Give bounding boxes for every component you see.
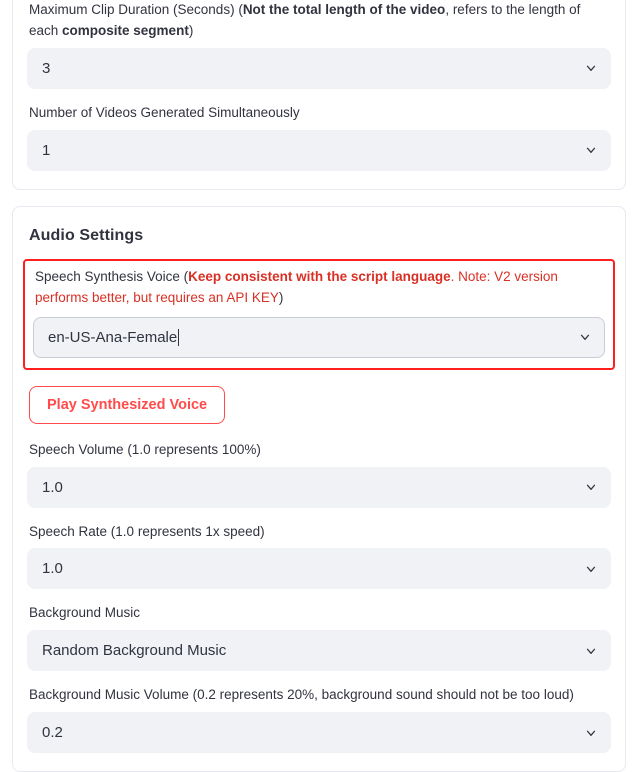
speech-rate-select[interactable] — [27, 548, 611, 589]
chevron-down-icon[interactable] — [578, 330, 592, 344]
speech-rate-value: 1.0 — [42, 560, 63, 578]
chevron-down-icon[interactable] — [584, 480, 598, 494]
background-music-volume-select[interactable] — [27, 712, 611, 753]
max-clip-duration-label-prefix: Maximum Clip Duration (Seconds) ( — [29, 2, 243, 17]
field-background-music-volume — [27, 685, 611, 753]
speech-volume-select[interactable] — [27, 467, 611, 508]
field-num-videos — [27, 103, 611, 171]
speech-volume-value: 1.0 — [42, 478, 63, 496]
video-settings-panel — [12, 0, 626, 190]
background-music-value: Random Background Music — [42, 642, 227, 660]
play-synthesized-voice-button[interactable]: Play Synthesized Voice — [29, 386, 225, 424]
chevron-down-icon[interactable] — [584, 61, 598, 75]
max-clip-duration-label — [29, 0, 609, 42]
speech-voice-label-prefix: Speech Synthesis Voice ( — [35, 268, 189, 284]
field-speech-volume — [27, 440, 611, 508]
chevron-down-icon[interactable] — [584, 726, 598, 740]
num-videos-select[interactable] — [27, 130, 611, 171]
field-background-music — [27, 603, 611, 671]
speech-rate-label: Speech Rate (1.0 represents 1x speed) — [29, 523, 265, 539]
speech-voice-highlight — [23, 259, 615, 370]
speech-voice-label-note: . Note: V2 version performs better, but requires an API KEY — [35, 268, 558, 305]
audio-settings-title: Audio Settings — [29, 226, 144, 244]
field-speech-rate — [27, 522, 611, 590]
max-clip-duration-label-bold-2: composite segment — [62, 22, 189, 38]
chevron-down-icon[interactable] — [584, 562, 598, 576]
speech-voice-select[interactable] — [33, 317, 605, 358]
background-music-label: Background Music — [29, 605, 141, 621]
background-music-select[interactable] — [27, 630, 611, 671]
speech-voice-value: en-US-Ana-Female — [48, 328, 178, 346]
speech-voice-label — [35, 267, 603, 309]
max-clip-duration-label-mid: , refers to the length of each — [29, 2, 581, 38]
num-videos-label: Number of Videos Generated Simultaneously — [29, 104, 300, 120]
max-clip-duration-label-bold-1: Not the total length of the video — [242, 2, 446, 17]
speech-voice-label-warning: Keep consistent with the script language — [188, 268, 451, 284]
max-clip-duration-label-suffix: ) — [188, 22, 194, 38]
field-max-clip-duration — [27, 0, 611, 89]
audio-settings-panel — [12, 206, 626, 772]
speech-voice-label-suffix: ) — [278, 289, 284, 305]
field-speech-voice — [33, 267, 605, 358]
max-clip-duration-value: 3 — [42, 59, 51, 77]
text-cursor — [178, 329, 179, 346]
chevron-down-icon[interactable] — [584, 143, 598, 157]
chevron-down-icon[interactable] — [584, 644, 598, 658]
max-clip-duration-select[interactable] — [27, 48, 611, 89]
background-music-volume-label: Background Music Volume (0.2 represents 20%, background sound should not be too loud) — [29, 687, 574, 703]
background-music-volume-value: 0.2 — [42, 724, 63, 742]
num-videos-value: 1 — [42, 141, 51, 159]
speech-volume-label: Speech Volume (1.0 represents 100%) — [29, 441, 261, 457]
